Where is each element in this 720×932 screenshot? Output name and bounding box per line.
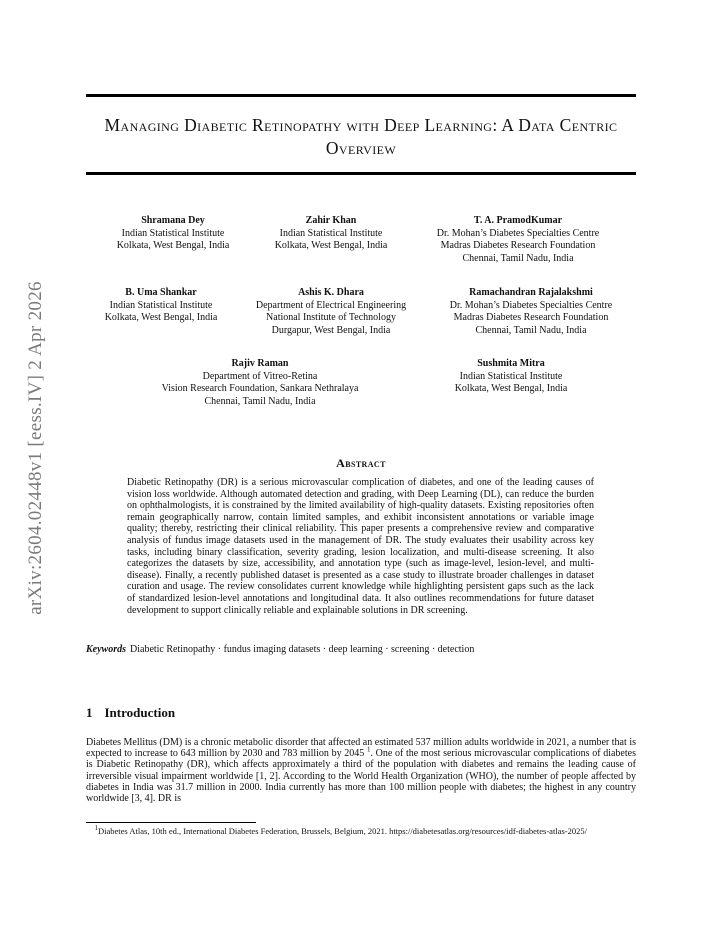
author-affiliation: Chennai, Tamil Nadu, India <box>204 395 316 407</box>
author-affiliation: Vision Research Foundation, Sankara Nethralaya <box>161 383 359 394</box>
author-affiliation: Durgapur, West Bengal, India <box>271 324 391 336</box>
author-block <box>254 215 408 253</box>
keywords-list: Diabetic Retinopathy · fundus imaging datasets · deep learning · screening · detection <box>130 644 475 655</box>
footnote-text[interactable]: Diabetes Atlas, 10th ed., International Diabetes Federation, Brussels, Belgium, 2021. https://diabetesatlas.org/resources/idf-diabetes-atlas-2025/ <box>98 826 587 836</box>
intro-paragraph <box>86 737 636 804</box>
footnote-mark: 1 <box>94 824 98 833</box>
section-number: 1 <box>86 705 93 720</box>
author-block <box>418 215 618 265</box>
keywords-line <box>86 644 474 655</box>
author-name: Shramana Dey <box>141 215 205 226</box>
author-name: Zahir Khan <box>305 215 357 226</box>
author-affiliation: Kolkata, West Bengal, India <box>274 240 388 251</box>
author-affiliation: National Institute of Technology <box>266 312 396 323</box>
author-affiliation: Madras Diabetes Research Foundation <box>453 312 609 323</box>
title-bottom-rule <box>86 172 636 175</box>
author-affiliation: Indian Statistical Institute <box>279 227 383 239</box>
author-affiliation: Indian Statistical Institute <box>121 227 225 239</box>
author-name: Ramachandran Rajalakshmi <box>469 287 593 298</box>
author-affiliation: Kolkata, West Bengal, India <box>104 312 218 323</box>
footnote-reference[interactable]: 1 <box>366 745 371 754</box>
author-affiliation: Kolkata, West Bengal, India <box>454 383 568 394</box>
intro-text-part2: . One of the most serious microvascular complications of diabetes is Diabetic Retinopathy (DR), which affects approximately a third of the population with diabetes and remains the leading cause of irreversible visual impairment worldwide [1, 2]. According to the World Health Organization (WHO), the number of people affected by diabetes in India was 31.7 million in 2000. India currently has more than 100 million people with diabetes; the highest in any country worldwide [3, 4]. DR is <box>86 748 636 805</box>
section-title: Introduction <box>104 705 176 720</box>
author-affiliation: Chennai, Tamil Nadu, India <box>462 252 574 264</box>
title-top-rule <box>86 94 636 97</box>
author-affiliation: Department of Vitreo-Retina <box>202 370 318 382</box>
abstract-heading: Abstract <box>336 456 386 470</box>
author-block <box>436 358 586 396</box>
author-affiliation: Dr. Mohan’s Diabetes Specialties Centre <box>449 299 613 311</box>
section-heading <box>86 705 175 721</box>
author-block <box>140 358 380 408</box>
author-affiliation: Dr. Mohan’s Diabetes Specialties Centre <box>436 227 600 239</box>
author-block <box>96 215 250 253</box>
author-block <box>240 287 422 337</box>
author-affiliation: Indian Statistical Institute <box>109 299 213 311</box>
author-affiliation: Chennai, Tamil Nadu, India <box>475 324 587 336</box>
author-name: Rajiv Raman <box>231 358 289 369</box>
author-name: B. Uma Shankar <box>125 287 197 298</box>
keywords-label: Keywords <box>86 644 126 655</box>
arxiv-stamp-text: arXiv:2604.02448v1 [eess.IV] 2 Apr 2026 <box>25 280 46 615</box>
author-block <box>428 287 634 337</box>
author-block <box>86 287 236 325</box>
author-affiliation: Madras Diabetes Research Foundation <box>440 240 596 251</box>
author-name: Sushmita Mitra <box>477 358 545 369</box>
intro-text-part1: Diabetes Mellitus (DM) is a chronic metabolic disorder that affected an estimated 537 million adults worldwide in 2021, a number that is expected to increase to 643 million by 2030 and 783 million by 2045 <box>86 737 636 760</box>
author-affiliation: Department of Electrical Engineering <box>255 299 407 311</box>
author-name: T. A. PramodKumar <box>473 215 563 226</box>
abstract-text: Diabetic Retinopathy (DR) is a serious microvascular complication of diabetes, and one of the leading causes of vision loss worldwide. Although automated detection and grading, with Deep Learning (DL), can reduce the burden on ophthalmologists, it is constrained by the limited availability of high-quality datasets. Existing repositories often remain geographically narrow, contain limited samples, and exhibit inconsistent annotations or variable image quality; thereby, restricting their clinical reliability. This paper presents a comprehensive review and comparative analysis of fundus image datasets used in the management of DR. The study evaluates their usability across key tasks, including binary classification, severity grading, lesion localization, and multi-disease screening. It also categorizes the datasets by size, accessibility, and annotation type (such as image-level, lesion-level, and multi-disease). Finally, a recently published dataset is presented as a case study to illustrate broader challenges in dataset curation and usage. The review consolidates current knowledge while highlighting persistent gaps such as the lack of standardized lesion-level annotations and longitudinal data. It also outlines recommendations for future dataset development to support clinically reliable and explainable solutions in DR screening. <box>127 477 594 616</box>
author-affiliation: Indian Statistical Institute <box>459 370 563 382</box>
author-affiliation: Kolkata, West Bengal, India <box>116 240 230 251</box>
footnote <box>86 826 636 837</box>
paper-title: Managing Diabetic Retinopathy with Deep Learning: A Data Centric Overview <box>104 115 618 158</box>
author-name: Ashis K. Dhara <box>298 287 364 298</box>
footnote-rule <box>86 822 256 823</box>
arxiv-stamp[interactable] <box>24 250 48 645</box>
